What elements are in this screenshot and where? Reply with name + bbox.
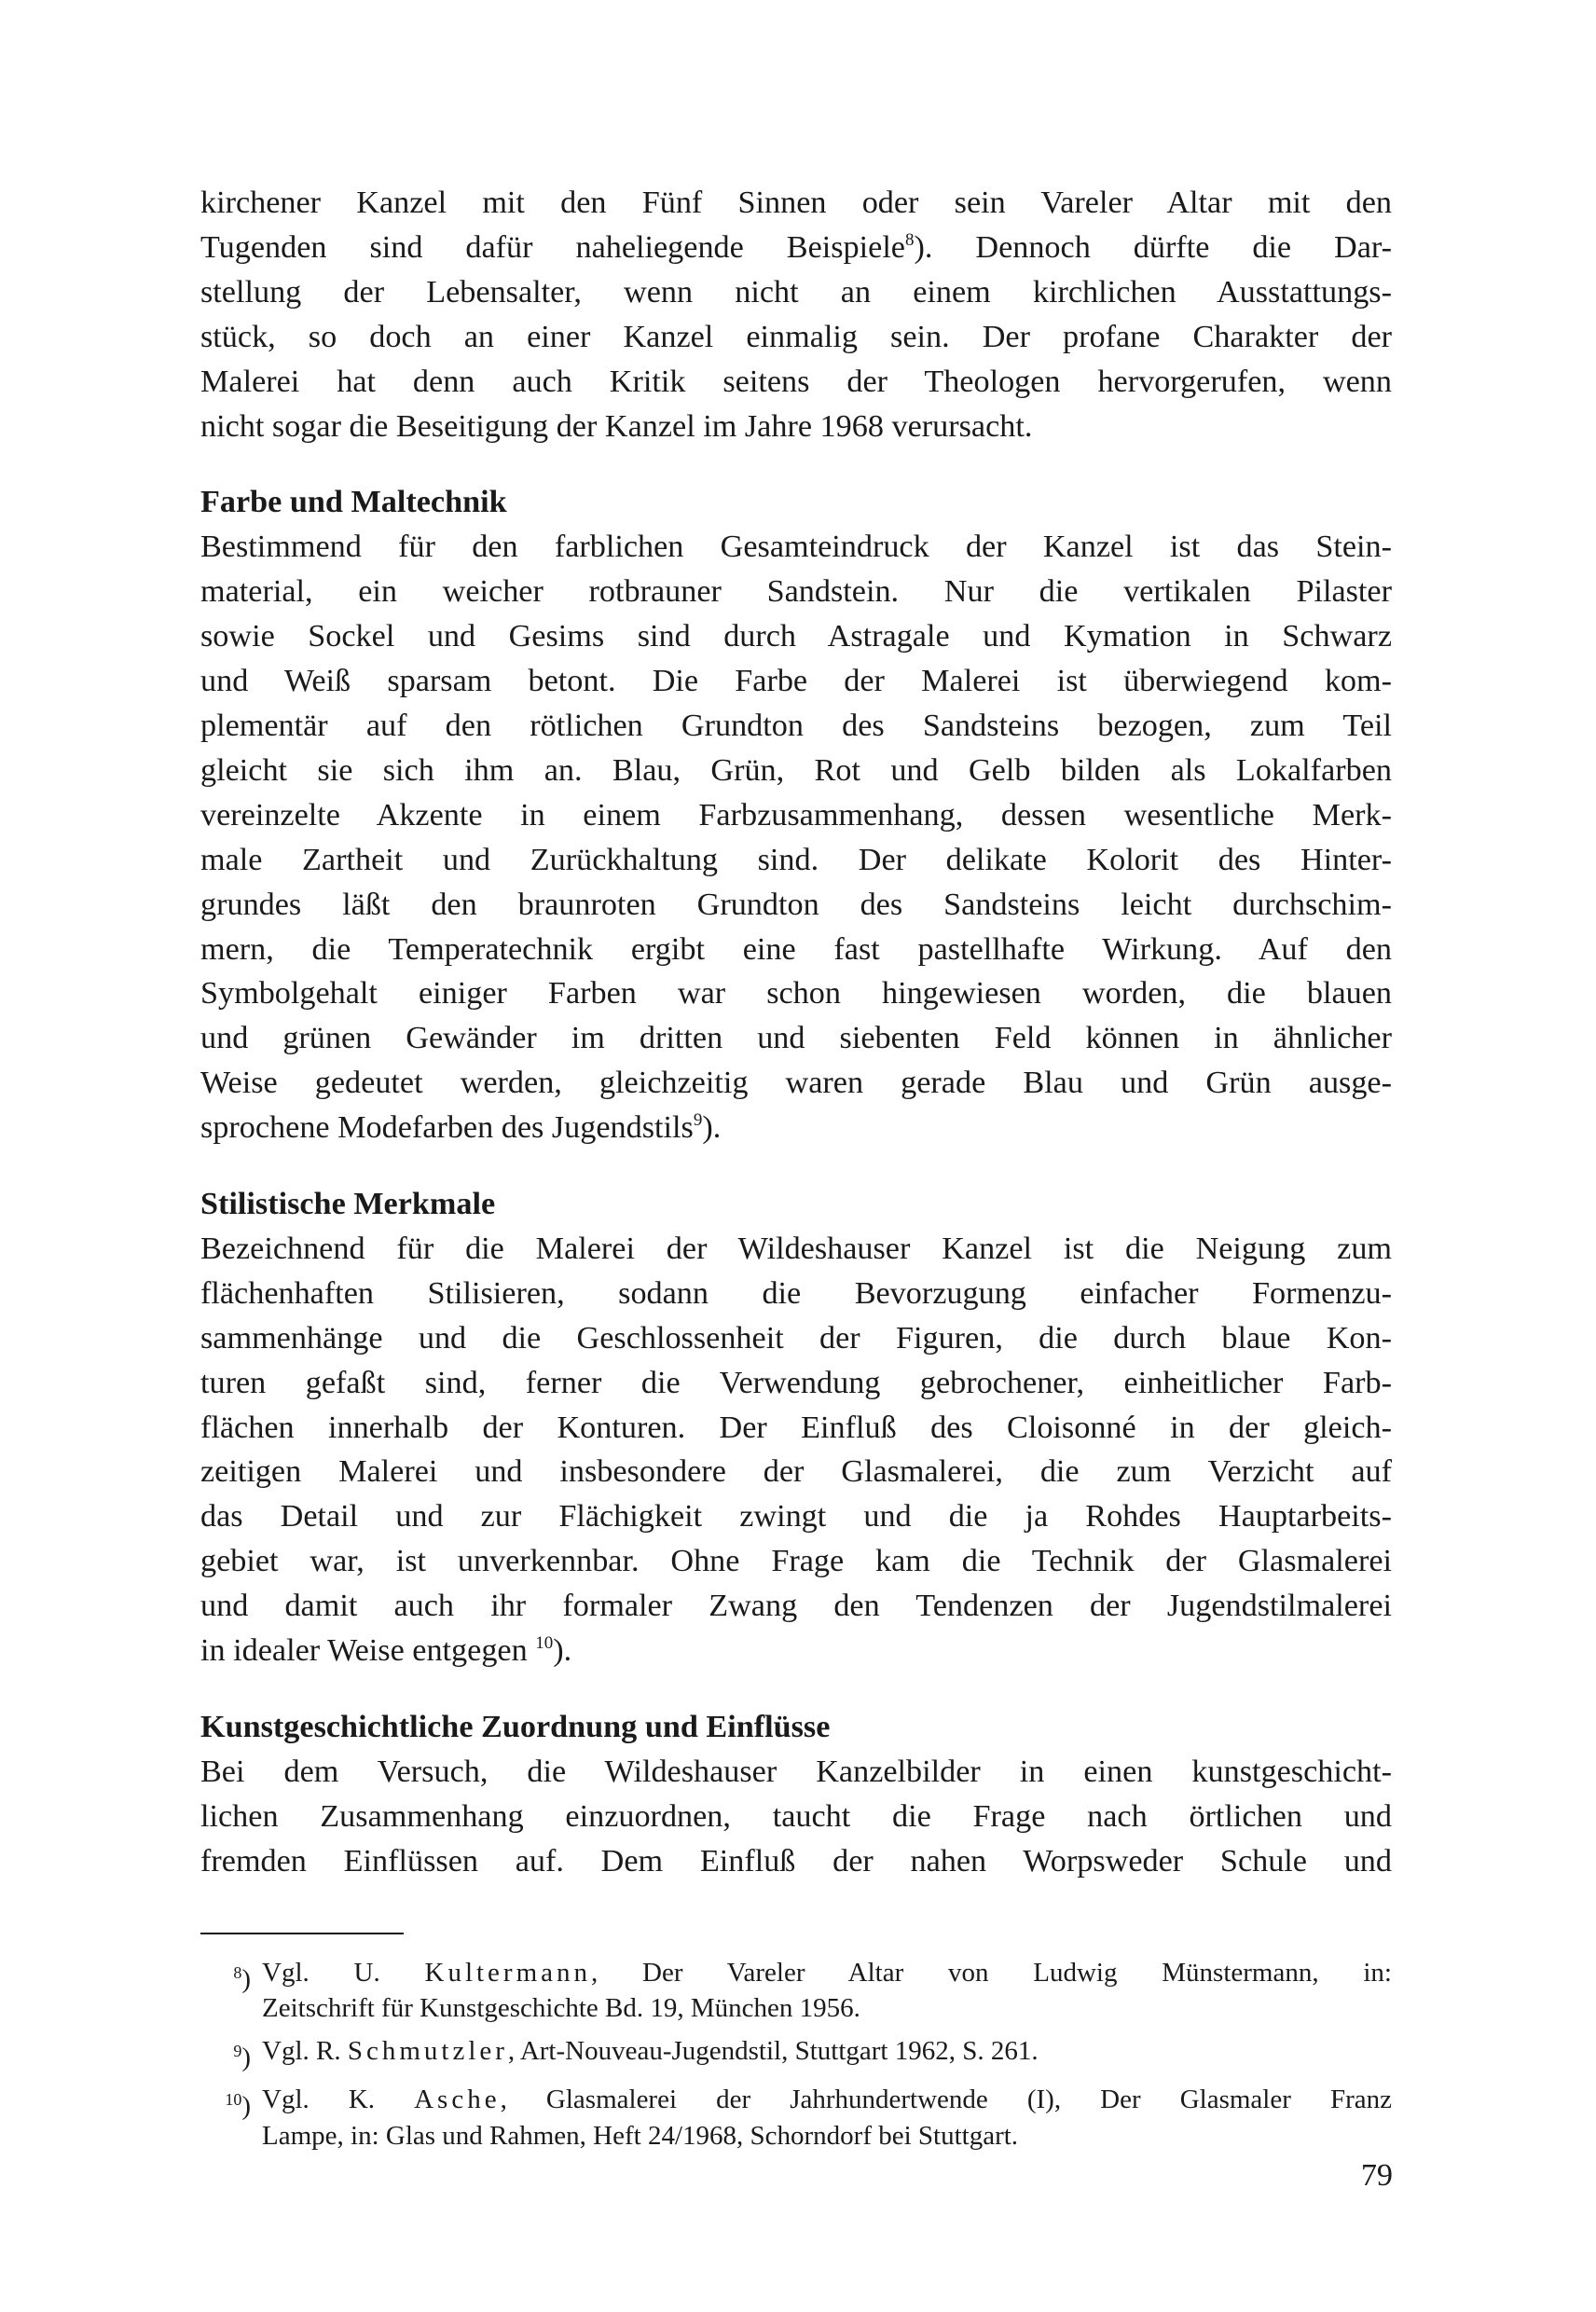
text-line: grundes läßt den braunroten Grundton des Sandsteins leicht durchschim-: [200, 887, 1392, 922]
author-name: Asche: [414, 2085, 501, 2115]
text-line: in idealer Weise entgegen $^{10}$).: [200, 1633, 572, 1669]
section-stilistik: [200, 1182, 1392, 1673]
footnote-ref[interactable]: 10: [535, 1633, 554, 1654]
text-line: zeitigen Malerei und insbesondere der Glasmalerei, die zum Verzicht auf: [200, 1454, 1392, 1490]
text-line: lichen Zusammenhang einzuordnen, taucht die Frage nach örtlichen und: [200, 1798, 1392, 1834]
text-line: turen gefaßt sind, ferner die Verwendung gebrochener, einheitlicher Farb-: [200, 1365, 1392, 1400]
footnote-divider: [200, 1933, 404, 1934]
footnote-ref[interactable]: 9: [693, 1110, 703, 1131]
section-paragraph: [200, 1227, 1392, 1673]
footnote-number: $^9$): [233, 2041, 251, 2072]
footnote-number: $^8$): [233, 1962, 251, 1994]
text-line: male Zartheit und Zurückhaltung sind. Der delikate Kolorit des Hinter-: [200, 842, 1392, 877]
footnote-item: [200, 2033, 1392, 2076]
section-heading: Stilistische Merkmale: [200, 1187, 496, 1222]
text-line: flächen innerhalb der Konturen. Der Einfluß des Cloisonné in der gleich-: [200, 1410, 1392, 1445]
text-line: Symbolgehalt einiger Farben war schon hingewiesen worden, die blauen: [200, 976, 1392, 1012]
footnotes: [200, 1955, 1392, 2154]
text-line: fremden Einflüssen auf. Dem Einfluß der nahen Worpsweder Schule und: [200, 1843, 1392, 1878]
footnote-text: Vgl. R. Schmutzler, Art-Nouveau-Jugendstil, Stuttgart 1962, S. 261.: [262, 2035, 1039, 2066]
text-line: Bei dem Versuch, die Wildeshauser Kanzelbilder in einen kunstgeschicht-: [200, 1754, 1392, 1789]
text-line: Bezeichnend für die Malerei der Wildeshauser Kanzel ist die Neigung zum: [200, 1231, 1392, 1266]
text-line: Weise gedeutet werden, gleichzeitig waren gerade Blau und Grün ausge-: [200, 1066, 1392, 1101]
section-farbe: [200, 480, 1392, 1150]
footnote-item: [200, 1955, 1392, 2027]
text-line: sprochene Modefarben des Jugendstils$^9$).: [200, 1110, 722, 1146]
text-line: und damit auch ihr formaler Zwang den Tendenzen der Jugendstilmalerei: [200, 1589, 1392, 1624]
page-number: 79: [1360, 2158, 1393, 2193]
footnote-number: $^{10}$): [225, 2090, 251, 2122]
text-line: und Weiß sparsam betont. Die Farbe der Malerei ist überwiegend kom-: [200, 664, 1392, 699]
section-heading: Kunstgeschichtliche Zuordnung und Einflüsse: [200, 1710, 831, 1744]
footnote-ref[interactable]: 8: [905, 229, 915, 250]
text-line: gleicht sie sich ihm an. Blau, Grün, Rot und Gelb bilden als Lokalfarben: [200, 752, 1392, 788]
text-line: gebiet war, ist unverkennbar. Ohne Frage kam die Technik der Glasmalerei: [200, 1544, 1392, 1579]
text-line: Bestimmend für den farblichen Gesamteindruck der Kanzel ist das Stein-: [200, 530, 1392, 565]
text-line: sammenhänge und die Geschlossenheit der Figuren, die durch blaue Kon-: [200, 1320, 1392, 1356]
text-line: flächenhaften Stilisieren, sodann die Bevorzugung einfacher Formenzu-: [200, 1275, 1392, 1311]
text-line: kirchener Kanzel mit den Fünf Sinnen oder sein Vareler Altar mit den: [200, 186, 1392, 220]
text-line: nicht sogar die Beseitigung der Kanzel im Jahre 1968 verursacht.: [200, 408, 1033, 444]
text-line: vereinzelte Akzente in einem Farbzusammenhang, dessen wesentliche Merk-: [200, 797, 1392, 833]
section-paragraph: [200, 525, 1392, 1150]
text-line: das Detail und zur Flächigkeit zwingt und die ja Rohdes Hauptarbeits-: [200, 1499, 1392, 1534]
text-line: mern, die Temperatechnik ergibt eine fast pastellhafte Wirkung. Auf den: [200, 931, 1392, 967]
text-line: Malerei hat denn auch Kritik seitens der Theologen hervorgerufen, wenn: [200, 364, 1392, 399]
section-kunstgeschichte: [200, 1705, 1392, 1884]
text-line: material, ein weicher rotbrauner Sandstein. Nur die vertikalen Pilaster: [200, 574, 1392, 610]
text-line: stellung der Lebensalter, wenn nicht an einem kirchlichen Ausstattungs-: [200, 274, 1392, 310]
text-line: Tugenden sind dafür naheliegende Beispiele$^8$). Dennoch dürfte die Dar-: [200, 229, 1392, 265]
text-line: stück, so doch an einer Kanzel einmalig sein. Der profane Charakter der: [200, 319, 1392, 354]
text-line: plementär auf den rötlichen Grundton des Sandsteins bezogen, zum Teil: [200, 708, 1392, 743]
author-name: Schmutzler: [347, 2035, 508, 2066]
page-content: [200, 181, 1392, 2161]
section-heading: Farbe und Maltechnik: [200, 485, 507, 520]
author-name: Kultermann: [424, 1957, 592, 1988]
text-line: sowie Sockel und Gesims sind durch Astragale und Kymation in Schwarz: [200, 619, 1392, 654]
footnote-text: Vgl. U. Kultermann, Der Vareler Altar von Ludwig Münstermann, in: Zeitschrift für Kunstgeschichte Bd. 19, München 1956.: [262, 1957, 1392, 2024]
footnote-item: [200, 2082, 1392, 2154]
section-paragraph: [200, 1750, 1392, 1884]
intro-paragraph: [200, 181, 1392, 448]
footnote-text: Vgl. K. Asche, Glasmalerei der Jahrhundertwende (I), Der Glasmaler Franz Lampe, in: Glas und Rahmen, Heft 24/1968, Schorndorf bei Stuttgart.: [262, 2085, 1392, 2151]
text-line: und grünen Gewänder im dritten und siebenten Feld können in ähnlicher: [200, 1021, 1392, 1056]
